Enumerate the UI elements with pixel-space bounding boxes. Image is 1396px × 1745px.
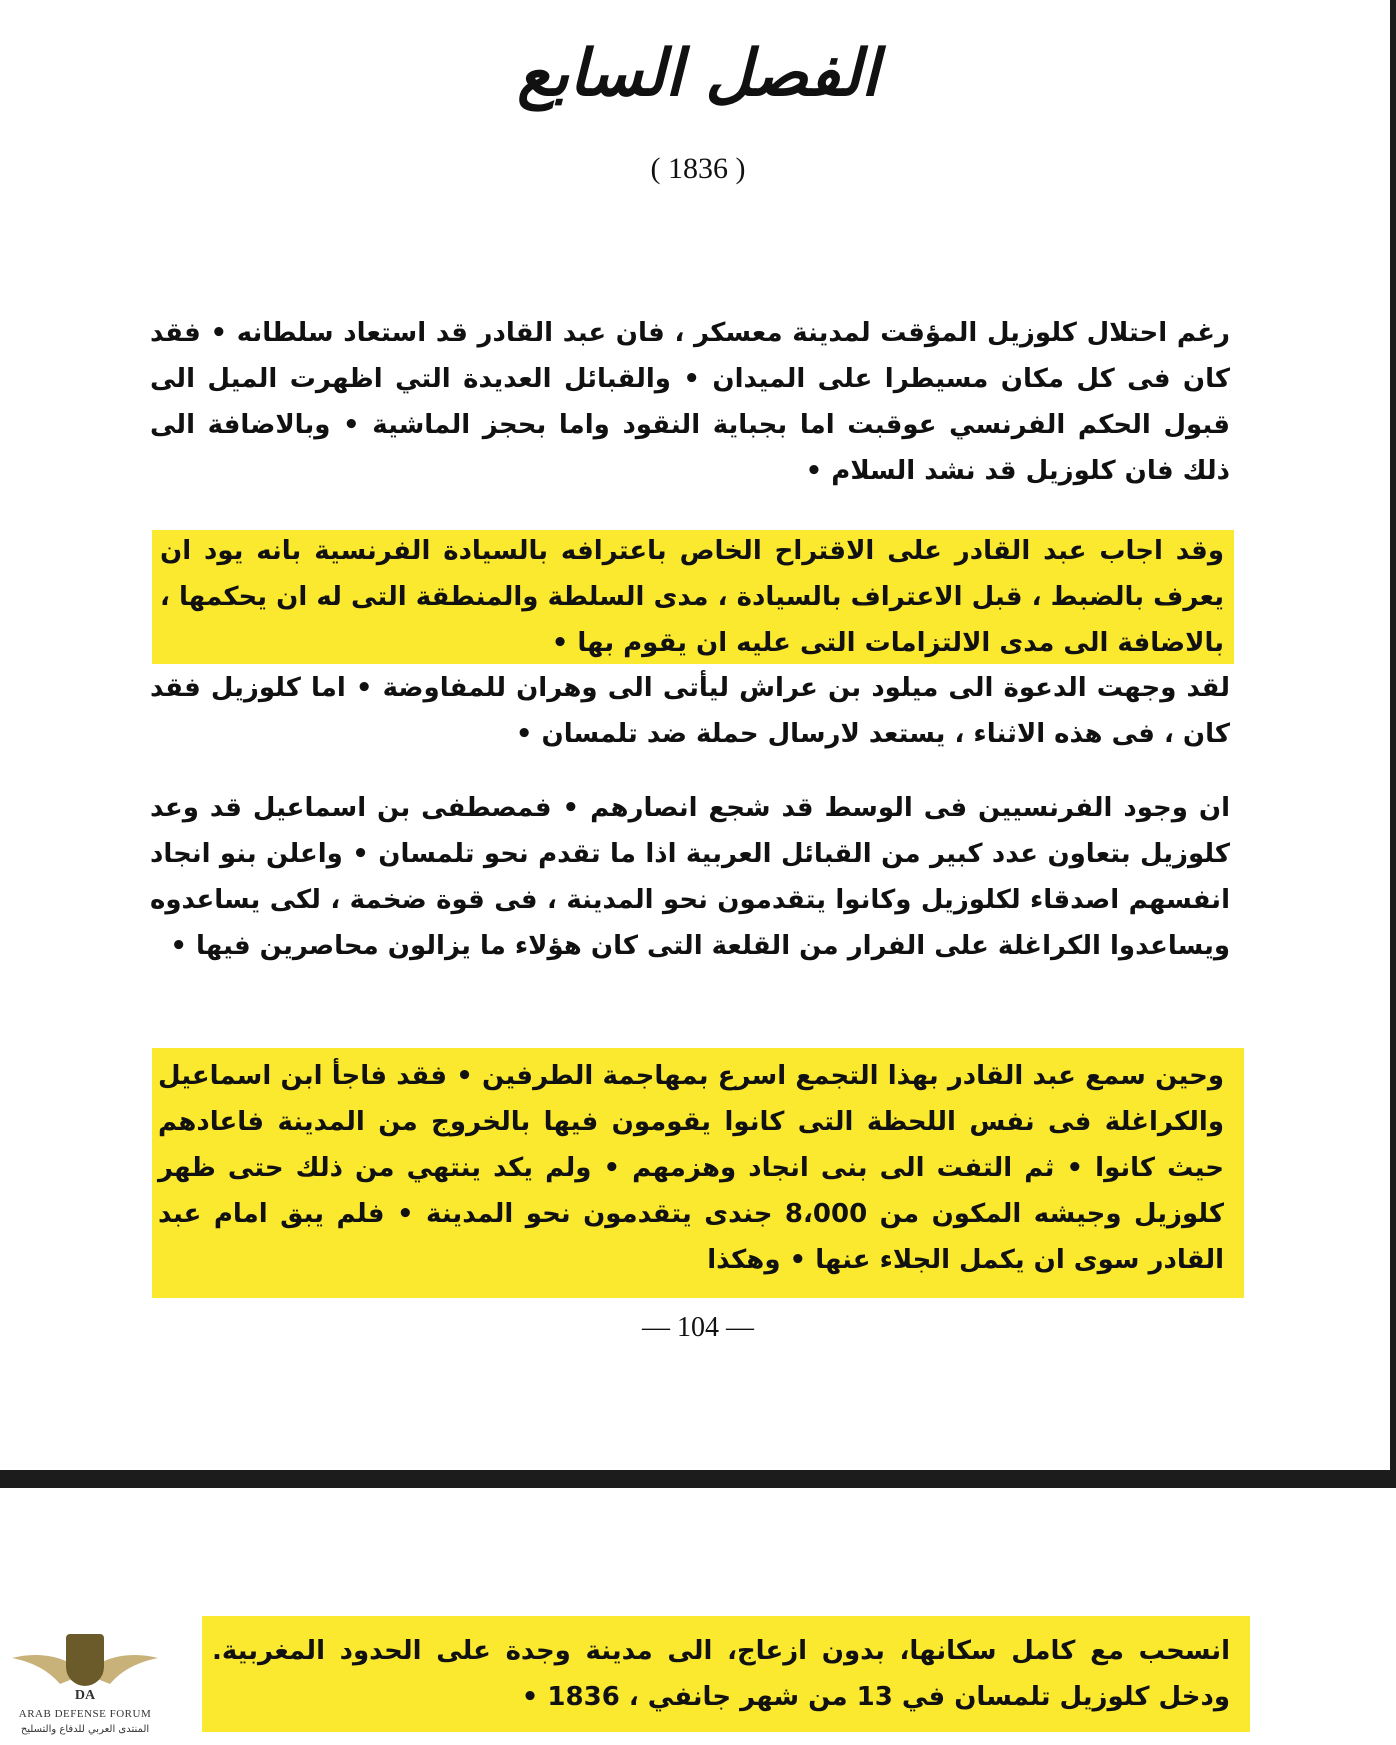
page-edge: [1390, 0, 1396, 1480]
logo-name-english: ARAB DEFENSE FORUM: [18, 1708, 152, 1720]
chapter-title: الفصل السابع: [517, 36, 879, 111]
page-number: — 104 —: [642, 1312, 754, 1343]
paragraph-4: ان وجود الفرنسيين فى الوسط قد شجع انصارهم • فمصطفى بن اسماعيل قد وعد كلوزيل بتعاون عدد كبير من القبائل العربية اذا ما تقدم نحو تلمسان • واعلن بنو انجاد انفسهم اصدقاء لكلوزيل وكانوا يتقدمون نحو المدينة ، فى قوة ضخمة ، لكى يساعدوه ويساعدوا الكراغلة على الفرار من القلعة التى كان هؤلاء ما يزالون محاصرين فيها •: [150, 793, 1230, 961]
paragraph-2-highlighted: وقد اجاب عبد القادر على الاقتراح الخاص باعترافه بالسيادة الفرنسية بانه يود ان يعرف بالضبط ، قبل الاعتراف بالسيادة ، مدى السلطة والمنطقة التى له ان يحكمها ، بالاضافة الى مدى الالتزامات التى عليه ان يقوم بها •: [160, 536, 1224, 658]
paragraph-1: رغم احتلال كلوزيل المؤقت لمدينة معسكر ، فان عبد القادر قد استعاد سلطانه • فقد كان فى كل مكان مسيطرا على الميدان • والقبائل العديدة التي اظهرت الميل الى قبول الحكم الفرنسي عوقبت اما بجباية النقود واما بحجز الماشية • وبالاضافة الى ذلك فان كلوزيل قد نشد السلام •: [150, 318, 1230, 486]
chapter-year: ( 1836 ): [650, 152, 746, 185]
paragraph-6-highlighted: انسحب مع كامل سكانها، بدون ازعاج، الى مدينة وجدة على الحدود المغربية. ودخل كلوزيل تلمسان في 13 من شهر جانفي ، 1836 •: [212, 1636, 1230, 1712]
shield-icon: [66, 1634, 104, 1686]
paragraph-5-highlighted: وحين سمع عبد القادر بهذا التجمع اسرع بمهاجمة الطرفين • فقد فاجأ ابن اسماعيل والكراغلة فى نفس اللحظة التى كانوا يقومون فيها بالخروج من المدينة فاعادهم حيث كانوا • ثم التفت الى بنى انجاد وهزمهم • ولم يكد ينتهي من ذلك حتى ظهر كلوزيل وجيشه المكون من 8،000 جندى يتقدمون نحو المدينة • فلم يبق امام عبد القادر سوى ان يكمل الجلاء عنها • وهكذا: [158, 1061, 1224, 1275]
logo-monogram: DA: [74, 1688, 96, 1703]
paragraph-3: لقد وجهت الدعوة الى ميلود بن عراش ليأتى الى وهران للمفاوضة • اما كلوزيل فقد كان ، فى هذه الاثناء ، يستعد لارسال حملة ضد تلمسان •: [150, 673, 1230, 749]
logo-name-arabic: المنتدى العربي للدفاع والتسليح: [20, 1724, 150, 1735]
page-divider: [0, 1470, 1396, 1488]
forum-logo: [10, 1630, 160, 1745]
